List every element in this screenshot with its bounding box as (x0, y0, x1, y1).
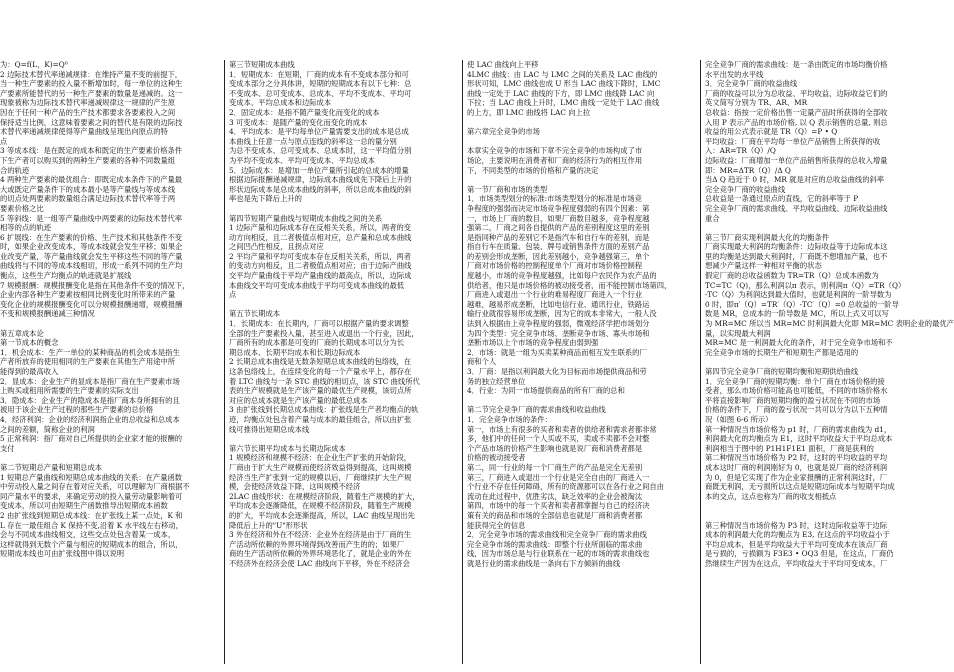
text-line: 业改变产量，等产量曲线就会发生平移这些不同的等产量 (0, 251, 183, 261)
text-line: 合的轨迹 (0, 165, 30, 175)
text-line: 曲线将与不同的等成本线相切，形成一系列不同的生产均 (0, 261, 183, 271)
text-line: 3．厂商：是指以利润最大化为目标而市场提供商品和劳 (467, 367, 647, 376)
text-line: 迹，均衡点处包含着产量与成本的最佳组合，所以由扩张 (229, 414, 412, 424)
text-line: 厂商的收益可以分为总收益、平均收益、边际收益它们的 (705, 88, 888, 98)
text-line: MR=MC 是一利润最大化的条件，对于完全竞争市场和不 (705, 338, 893, 348)
text-line: 第五章成本论 (0, 328, 44, 338)
text-line: 中劳动投入量之间存在着对应关系，可以理解为厂商根据不 (0, 482, 190, 492)
text-line: 平均总成本，但是平均收益大于平均可变成本在该点厂商 (705, 539, 888, 549)
text-line: 3 外在经济和外在不经济：企业外在经济是由于厂商的生 (229, 530, 412, 540)
text-line: 着 LTC 曲线与一条 STC 曲线的相切点，该 STC 曲线所代 (229, 376, 420, 386)
text-line: 厂商对市场价格的控制程度单个厂商对市场价格控制程 (467, 261, 643, 271)
text-line: 模，会使经济效益下降，这叫规模不经济 (229, 482, 361, 492)
text-line: 当一种生产要素的投入量不断增加时，每一单位的这种生 (0, 79, 183, 89)
text-line: 企业内部各种生产要素按相同比例变化时所带来的产量 (0, 290, 176, 300)
text-column-3 (467, 60, 685, 664)
text-line: 第一节成本的概念 (0, 338, 59, 348)
text-line: 1．完全竞争厂商的短期均衡：单个厂商在市场价格的接 (705, 376, 885, 386)
text-column-2 (229, 60, 447, 664)
text-line: 价格的条件下，厂商的盈亏状况一共可以分为以下五种情 (705, 405, 888, 415)
text-line: 变成本部分之分具体讲，短期的短期成本有以下七种：总 (229, 79, 412, 89)
text-line: 垄断市场以上个市场的竞争程度由弱到强 (467, 338, 599, 348)
text-line: 现象被称为边际技术替代率递减规律这一规律的产生原 (0, 98, 176, 108)
text-line: 相等的点的轨迹 (0, 223, 52, 233)
text-line (229, 434, 447, 444)
text-line: 为平均不变成本、平均可变成本、平均总成本 (229, 155, 375, 165)
text-line: 平将直接影响厂商的短期均衡的盈亏状况在不同的市场 (705, 395, 881, 405)
text-line: 下，不同类型的市场的价格和产量的决定 (467, 165, 599, 175)
text-line: 降低后上升的"U"形形状 (229, 520, 308, 530)
text-line: 一，市场上厂商的数目，如果厂商数目越多，竞争程度越 (467, 213, 650, 223)
text-line: 产活动所依赖的外界环境得到改善而产生的的；如果厂 (229, 539, 405, 549)
text-line (467, 137, 685, 147)
text-line: 利润相当于图中的 P1H1F1E1 面积，厂商是获利的 (705, 443, 874, 453)
text-line: 2．完全竞争市场的需求曲线和完全竞争厂商的需求曲线 (467, 530, 647, 540)
text-line: 之间的差额，简称企业的利润 (0, 424, 95, 434)
text-line: 况（如图 6-6 所示） (705, 414, 773, 424)
text-line (705, 501, 923, 511)
text-line: 的扩大，平均成本会逐渐提高，所以，LAC 曲线呈现出先 (229, 510, 415, 520)
text-line: 6 扩展线：在生产要素的价格、生产技术和其他条件不变 (0, 232, 183, 242)
text-line: 能获得完全的信息 (467, 520, 526, 530)
text-line: TC=TC（Q)，那么利润以π 表示，则利润π（Q）=TR（Q） (705, 280, 906, 290)
text-line: 第三节厂商实现利润最大化的均衡条件 (705, 232, 830, 242)
text-line: 完全竞争厂商的需求曲线、平均收益曲线、边际收益曲线 (705, 203, 888, 213)
text-line: 第四节短期产量曲线与短期成本曲线之间的关系 (229, 213, 383, 223)
text-line: 务的独立经营单位 (467, 376, 526, 386)
text-line: 第二节完全竞争厂商的需求曲线和收益曲线 (467, 405, 606, 415)
text-line: 1．短期成本：在短期，厂商的成本有不变成本部分和可 (229, 69, 409, 79)
text-line: 流动在此过程中，优胜劣汰，缺乏效率的企业会被淘汰 (467, 491, 643, 501)
text-line: 价格的被动接受者 (467, 453, 526, 463)
text-line: 第四，市场中的每一个买者和卖者都掌握与自己的经济决 (467, 501, 650, 511)
text-line: 不经济外在经济会使 LAC 曲线向下平移，外在不经济会 (229, 558, 410, 568)
text-line: 第一节厂商和市场的类型 (467, 184, 548, 194)
text-line: 本的交点，这点也称为厂商的收支相抵点 (705, 491, 837, 501)
text-line: 第二种情况当市场价格为 P2 时，这时的平均收益的平均 (705, 453, 888, 463)
text-line: 1．长期成本：在长期内，厂商可以根据产量的要求调整 (229, 319, 409, 329)
text-line: 即：MR=ΔTR（Q）/Δ Q (705, 165, 791, 175)
text-line: 曲线一定处于 LAC 曲线的下方，即 LMC 曲线降 LAC 向 (467, 88, 655, 98)
text-line: 第三种情况当市场价格为 P3 时，这时边际收益等于边际 (705, 520, 888, 530)
text-line: 形状边际成本是总成本曲线的斜率，所以总成本曲线的斜 (229, 184, 412, 194)
column-divider (224, 60, 225, 664)
text-line: 下拉；当 LAC 曲线上升时，LMC 曲线一定处于 LAC 曲线 (467, 98, 660, 108)
text-line: 1 规模经济和规模不经济：在企业生产扩张的开始阶段， (229, 453, 412, 463)
text-line: 是指同种产品的差别它不是指汽车和自行车的差别，而是 (467, 232, 650, 242)
text-line: 5 等斜线：是一组等产量曲线中两要素的边际技术替代率 (0, 213, 183, 223)
text-line: 第六节长期平均成本与长期边际成本 (229, 443, 346, 453)
text-line: 4．平均成本：是平均每单位产量需要支出的成本是总成 (229, 127, 409, 137)
text-line: 1．市场类型划分的标准:市场类型划分的标准是市场竞 (467, 194, 642, 204)
text-line: 场论，主要说明在消费者和厂商的经济行为的相互作用 (467, 155, 643, 165)
text-line: 商的生产活动所依赖的外界环境恶化了，就是企业的外在 (229, 549, 412, 559)
text-line: 第六章完全竞争的市场 (467, 127, 540, 137)
text-line: 第二，同一行业的每一个厂商生产的产品是完全无差别 (467, 462, 643, 472)
text-line: 想减少产量这样一种相对平衡的状态 (705, 261, 822, 271)
text-line (0, 319, 218, 329)
text-line: 厂商由于扩大生产规模而使经济效益得到提高，这叫规模 (229, 462, 412, 472)
text-line: 2．固定成本：是指不随产量变化而变化的成本 (229, 107, 380, 117)
text-line: 就是行业的需求曲线是一条向右下方倾斜的曲线 (467, 558, 621, 568)
text-line: 第三，厂商进入或退出一个行业是完全自由的厂商进入一 (467, 472, 650, 482)
text-line: 变成本，所以可由短期生产函数推导出短期成本函数 (0, 501, 168, 511)
text-line: 5 正常利润：指厂商对自己所提供的企业家才能的报酬的 (0, 434, 183, 444)
text-line: 率也是先下降后上升的 (229, 194, 302, 204)
text-line: 本章实全竞争的市场和下章不完全竞争的市场构成了市 (467, 146, 643, 156)
text-line: 水平出发的水平线 (705, 69, 764, 79)
text-line (229, 300, 447, 310)
text-line: 动方向相反，且二者极值点相对应，总产量和总成本曲线 (229, 232, 412, 242)
text-line: 点 (229, 290, 237, 300)
text-line: 3．隐成本：企业生产的隐成本是指厂商本身所拥有的且 (0, 395, 180, 405)
text-line: 总收益：指按一定价格出售一定量产品时所获得的全部收 (705, 107, 888, 117)
text-line: 不变和规模报酬递减三种情况 (0, 309, 95, 319)
text-line: 第一，市场上有很多的买者和卖者的供给者和需求者都非常 (467, 424, 657, 434)
text-line: 2LAC 曲线形状：在规模经济阶段，随着生产规模的扩大， (229, 491, 420, 501)
text-line: 里的均衡是达到最大利润时，厂商既不想增加产量，也不 (705, 251, 888, 261)
text-line: 1 边际产量和边际成本存在反相关关系，所以，两者的变 (229, 223, 412, 233)
text-line: 平均成本会逐渐降低，在规模不经济阶段，随着生产规模 (229, 501, 412, 511)
text-line: 根据边际报酬递减规律，边际成本曲线成先下降后上升的 (229, 175, 412, 185)
text-line: 当Δ Q 趋近于 0 时，MR 就是对应的总收益曲线的斜率 (705, 175, 885, 185)
text-line: 4LMC 曲线：由 LAC 与 LMC 之间的关系及 LAC 曲线的 (467, 69, 658, 79)
text-line: 线可推得出短期总成本线 (229, 424, 310, 434)
text-line: 的变动方向相反，且二者极值点相对应；由于边际产曲线 (229, 261, 412, 271)
text-column-4 (705, 60, 954, 664)
text-line: 变成本、平均总成本和边际成本 (229, 98, 332, 108)
text-line: 衡点，这些生产均衡点的轨迹就是扩展线 (0, 271, 132, 281)
text-line: 成本这时厂商的利润刚好为 0，也就是说厂商的经济利润 (705, 462, 888, 472)
text-line: 的差别会形成垄断，因此差别越小，竞争越强第三，单个 (467, 251, 650, 261)
text-line: 不变成本、总可变成本、总成本、平均不变成本、平均可 (229, 88, 412, 98)
text-line (467, 175, 685, 185)
text-line: 厂商实现最大利润的均衡条件：边际收益等于边际成本这 (705, 242, 888, 252)
text-line: 2．显成本：企业生产的显成本是指厂商在生产要素市场 (0, 376, 180, 386)
text-line: 1．完全竞争市场的条件： (467, 414, 552, 424)
text-line: 支付 (0, 443, 15, 453)
text-line: 受者，那么市场价格可能高也可能低，不同的市场价格水 (705, 386, 888, 396)
text-line: 个行业不存在任何障碍，所有的资源都可以在各行业之间自由 (467, 482, 665, 492)
text-line: 3 由扩张线到长期总成本曲线：扩张线是生产者均衡点的轨 (229, 405, 419, 415)
text-line (705, 511, 923, 521)
text-line: 1 短期总产量曲线和短期总成本曲线的关系：在产量函数 (0, 472, 183, 482)
text-line: 1．机会成本：生产一单位的某种商品的机会成本是指生 (0, 347, 180, 357)
text-line: 同产量水平的要求，来确定劳动的投入量劳动量影响着可 (0, 491, 183, 501)
text-line: 3 等成本线：是在既定的成本和既定的生产要素价格条件 (0, 146, 183, 156)
text-line: 期总成本、长期平均成本和长期边际成本 (229, 347, 361, 357)
text-line: 能得到的最高收入 (0, 367, 59, 376)
text-line: 第四节完全竞争厂商的短期均衡和短期供给曲线 (705, 367, 859, 376)
text-line: 4．行业：为同一市场提供商品的所有厂商的总和 (467, 386, 625, 396)
text-line: 越难，越易形成垄断，比如电信行业、通讯行业，铁路运 (467, 299, 650, 309)
text-line: 4 两种生产要素的最优组合：即既定成本条件下的产量最 (0, 175, 183, 185)
text-line: 这条包络线上，在连续变化的每一个产量水平上，都存在 (229, 367, 412, 376)
text-line: 2 长期总成本曲线是无数条短期总成本曲线的包络线，在 (229, 357, 412, 367)
text-line: 厂商进入或退出一个行业的难易程度厂商进入一个行业 (467, 290, 643, 300)
text-line: 保持适当比例，这意味着要素之间的替代是有限的边际技 (0, 117, 183, 127)
text-line: 被用于该企业生产过程的那些生产要素的总价格 (0, 405, 154, 415)
text-line: 入用 P 表示产品的市场价格, 以 Q 表示销售的总量, 则总 (705, 117, 888, 127)
text-line: 产要素所能替代的另一种生产要素的数量是递减的。这一 (0, 88, 183, 98)
text-line: 2 边际技术替代率递减规律：在维持产量不变的前提下， (0, 69, 183, 79)
text-line: 指自行车在质量、包装、牌号或销售条件方面的差别产品 (467, 242, 650, 252)
text-line: 交平均产量曲线于平均产量曲线的最高点，所以，边际成 (229, 271, 412, 281)
text-line: 表的生产规模就是生产该产量的最优生产规模，该切点所 (229, 386, 412, 396)
text-line: 完全竞争厂商的需求曲线：是一条由既定的市场均衡价格 (705, 60, 888, 69)
text-line: 重合 (705, 213, 720, 223)
text-line: 多，他们中的任何一个人买或不买，卖或不卖都不会对整 (467, 434, 650, 444)
text-line: 线，因为市场总是与行业联系在一起的市场的需求曲线也 (467, 549, 650, 559)
text-line: 的上方，即 LMC 曲线将 LAC 向上拉 (467, 107, 591, 117)
text-line: 收益的用公式表示就是 TR（Q）=P • Q (705, 127, 838, 137)
text-line: 4．经济利润：企业的经济利润指企业的总收益和总成本 (0, 414, 180, 424)
text-line: 为 MR=MC 所以当 MR=MC 时利润最大化即 MR=MC 表明企业的最优产 (705, 319, 954, 329)
text-line: 数是 MR，总成本的一阶导数是 MC，所以上式又可以写 (705, 309, 889, 319)
text-line: 7 规模报酬：规模报酬变化是指在其他条件不变的情况下， (0, 280, 190, 290)
text-line: 本曲线交平均可变成本曲线于平均可变成本曲线的最低 (229, 280, 405, 290)
text-line: 之间凹凸性相反，且拐点对应 (229, 242, 324, 252)
text-line: 变化企业的规模报酬变化可以分规模报酬递增，规模报酬 (0, 299, 183, 309)
text-line: 大或既定产量条件下的成本最小是等产量线与等成本线 (0, 184, 176, 194)
text-line: 完全竞争市场的长期生产和短期生产都是适用的 (705, 347, 859, 357)
text-line: 短期成本线也可由扩张线图中得以说明 (0, 549, 125, 559)
text-line: 使 LAC 曲线向上平移 (467, 60, 539, 69)
text-line: 为四个类型：完全竞争市场、垄断竞争市场、寡头市场和 (467, 328, 650, 338)
text-line: 平均收益：厂商在平均每一单位产品销售上所获得的收 (705, 136, 881, 146)
text-line: 术替代率递减规律使得等产量曲线呈现出向原点的特 (0, 127, 168, 137)
text-line: 3 可变成本：是随产量的变化而变化的成本 (229, 117, 368, 127)
text-line: 商和个人 (467, 357, 497, 367)
text-column-1 (0, 60, 218, 664)
text-line: 成本的利润最大化的均衡点为 E3, 在这点的平均收益小于 (705, 530, 890, 540)
column-divider (462, 60, 463, 664)
text-line: 入：AR=TR（Q）/Q (705, 146, 776, 156)
text-line: 全部的生产要素投入量，甚至进入或退出一个行业，因此， (229, 328, 419, 338)
text-line: L 存在一最佳组合 K 保持不变,沿着 K 水平线左右移动， (0, 520, 183, 530)
text-line: 下生产者可以购买到的两种生产要素的各种不同数量组 (0, 155, 176, 165)
column-divider (700, 60, 701, 664)
text-line: 个产品市场的价格产生影响也就是说厂商和消费者都是 (467, 443, 643, 453)
text-line: 对应的总成本就是生产该产量的最低总成本 (229, 395, 368, 405)
text-line: 策有关的商品和市场的全部信息也就是厂商和消费者都 (467, 510, 643, 520)
text-line: 总收益是一条通过原点的直线，它的斜率等于 P (705, 194, 859, 204)
text-line: 争程度的强弱而决定市场竞争程度强弱的有四个因素：第 (467, 203, 650, 213)
text-line: 3．完全竞争厂商的收益曲线 (705, 79, 798, 89)
text-line: 第三节短期成本曲线 (229, 60, 295, 69)
text-line: -TC（Q）为利润达到最大值时，也就是利润的一阶导数为 (705, 290, 892, 300)
text-line: 完全竞争市场的需求曲线：即整个行业所面临的需求曲 (467, 539, 643, 549)
text-line (467, 118, 685, 128)
text-line: 2 由扩张线到短期总成本线：在扩张线上某一点处，K 和 (0, 510, 183, 520)
text-line: 本曲线上任意一点与原点连线的斜率这一总的量分别 (229, 136, 397, 146)
text-line: 要素价格之比 (0, 203, 44, 213)
text-line: 假定厂商的总收益函数为 TR=TR（Q）总成本函数为 (705, 271, 879, 281)
text-line: 强第二，厂商之间各自提供的产品的差别程度这里的差别 (467, 223, 650, 233)
text-line: 时，如果企业改变成本，等成本线就会发生平移；如果企 (0, 242, 183, 252)
text-line: 5．边际成本：是增加一单位产量所引起的总成本的增量 (229, 165, 409, 175)
text-line (705, 223, 923, 233)
text-line (0, 453, 218, 463)
text-line (705, 357, 923, 367)
text-line: 度越小，市场的竞争程度越强，比如每户农民作为农产品的 (467, 271, 657, 281)
text-line: 法到入根据由上竞争程度的强弱，微观经济学把市场划分 (467, 319, 650, 329)
text-line: 经济当生产扩张到一定的规模以后，厂商继续扩大生产规 (229, 472, 412, 482)
text-line: 输行业就很容易形成垄断，因为它的成本非常大，一般人没 (467, 309, 657, 319)
text-line: 会与不同成本曲线相交，这些交点处包含着某一成本， (0, 530, 176, 540)
text-line: 为 0，但是它实现了作为企业家报酬的正常利润这时，厂 (705, 472, 888, 482)
text-line: 因在于任何一种产品的生产技术都要求各要素投入之间 (0, 107, 176, 117)
text-line: 形状可知，LMC 曲线也成 U 形当 LAC 曲线下降时，LMC (467, 79, 661, 89)
text-line: 第二节短期总产量和短期总成本 (0, 462, 103, 472)
text-line: 第五节长期成本 (229, 309, 281, 319)
text-line: 英文简写分别为 TR、AR、MR (705, 98, 808, 108)
text-line (467, 396, 685, 406)
text-line: 厂商所有的成本都是可变的厂商的长期成本可以分为长 (229, 338, 405, 348)
text-line: 完全竞争厂商的收益曲线 (705, 184, 786, 194)
text-line: 2 平均产量和平均可变成本存在反相关关系，所以，两者 (229, 251, 412, 261)
text-line: 供给者，他只是市场价格的被动接受者，而不能控制市场第四， (467, 280, 672, 290)
text-line: 点 (0, 136, 8, 146)
text-line: 商既无利润，无亏损所以这点是短期边际成本与短期平均成 (705, 482, 895, 492)
text-line: 这样就得到无数个产量与相应的短期成本的组合，所以， (0, 539, 183, 549)
text-line (229, 204, 447, 214)
text-line: 利润最大化的均衡点为 E1，这时平均收益大于平均总成本 (705, 434, 893, 444)
text-line: 为：Q=f(L，K)=Q⁰ (0, 60, 68, 69)
text-line: 为总不变成本、总可变成本、总成本时，这一平均值分别 (229, 146, 412, 156)
text-line: 是亏损的，亏损额为 F3E3 • OQ3 但是，在这点，厂商仍 (705, 549, 894, 559)
text-line: 然继续生产因为在这点，平均收益大于平均可变成本，厂 (705, 558, 888, 568)
text-line: 0 时，即π′（Q）=TR′（Q）-TC′（Q）=0 总收益的一阶导 (705, 299, 899, 309)
text-line: 第一种情况当市场价格为 p1 时，厂商的需求曲线为 d1， (705, 424, 892, 434)
text-line: 产者所放弃的使用相同的生产要素在其他生产用途中所 (0, 357, 176, 367)
text-line: 2．市场：就是一组为买卖某种商品而相互发生联系的厂 (467, 347, 647, 357)
text-line: 的切点处两要素的数量组合满足边际技术替代率等于两 (0, 194, 176, 204)
text-line: 边际收益：厂商增加一单位产品销售所获得的总收入增量 (705, 155, 888, 165)
text-line: 量，以实现最大利润 (705, 328, 771, 338)
text-line: 上购买或租用所需要的生产要素的实际支出 (0, 386, 139, 396)
